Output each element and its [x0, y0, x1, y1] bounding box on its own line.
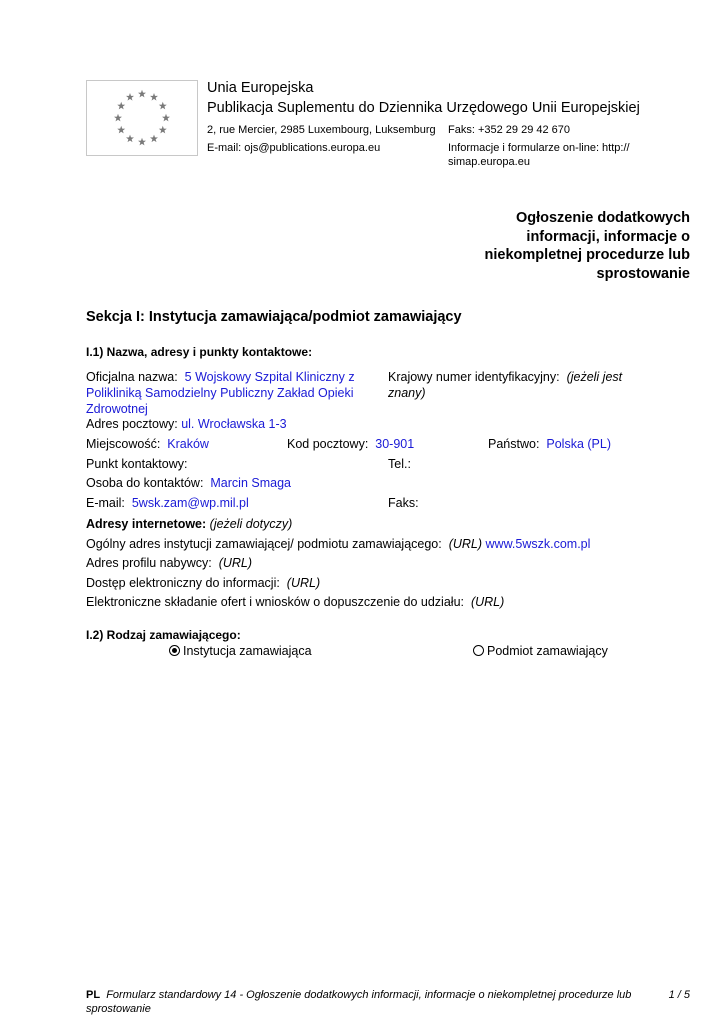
general-address-link[interactable]: www.5wszk.com.pl: [485, 537, 591, 551]
star-icon: [159, 126, 167, 134]
star-icon: [114, 114, 122, 122]
official-name-value: Polikliniką Samodzielny Publiczny Zakład Opieki: [86, 386, 354, 400]
contact-person-row: [86, 475, 291, 491]
general-address-label: Ogólny adres instytucji zamawiającej/ podmiotu zamawiającego:: [86, 537, 442, 551]
buyer-profile-label: Adres profilu nabywcy:: [86, 556, 212, 570]
postcode-field: [287, 436, 414, 452]
footer-page-number: 1 / 5: [668, 989, 690, 1001]
star-icon: [150, 93, 158, 101]
star-icon: [117, 102, 125, 110]
radio-selected-icon[interactable]: [169, 645, 180, 656]
footer-form-line: Formularz standardowy 14 - Ogłoszenie dodatkowych informacji, informacje o niekompletnej procedurze lub: [106, 989, 632, 1001]
electronic-submission-url-note: (URL): [470, 595, 505, 609]
electronic-submission-label: Elektroniczne składanie ofert i wniosków o dopuszczenie do udziału:: [86, 595, 464, 609]
city-field: [86, 436, 209, 452]
contact-person-label: Osoba do kontaktów:: [86, 476, 204, 490]
header-info-line2: simap.europa.eu: [448, 156, 530, 168]
buyer-profile-row: [86, 555, 252, 571]
notice-title-line: Ogłoszenie dodatkowych: [515, 210, 690, 226]
postal-address-value: ul. Wrocławska 1-3: [181, 417, 287, 431]
notice-title-line: sprostowanie: [596, 265, 690, 282]
city-label: Miejscowość:: [86, 437, 161, 451]
email-row: [86, 495, 249, 511]
general-address-url-note: (URL): [448, 537, 483, 551]
city-value: Kraków: [167, 437, 209, 451]
official-name-block: [86, 369, 376, 417]
header-email: E-mail: ojs@publications.europa.eu: [207, 142, 381, 154]
star-icon: [159, 102, 167, 110]
star-icon: [150, 135, 158, 143]
country-field: [488, 436, 611, 452]
star-icon: [138, 90, 146, 98]
postal-address-label: Adres pocztowy:: [86, 417, 178, 431]
country-label: Państwo:: [488, 437, 540, 451]
footer-lang: PL: [86, 989, 101, 1001]
electronic-submission-row: [86, 594, 504, 610]
postcode-label: Kod pocztowy:: [287, 437, 369, 451]
official-name-label: Oficjalna nazwa:: [86, 370, 178, 384]
star-icon: [126, 135, 134, 143]
footer-form-line: sprostowanie: [86, 1002, 151, 1015]
email-label: E-mail:: [86, 496, 125, 510]
contact-point-label: Punkt kontaktowy:: [86, 457, 188, 471]
national-id-label: Krajowy numer identyfikacyjny:: [388, 370, 560, 384]
official-name-value: Zdrowotnej: [86, 402, 148, 416]
subsection-title-1-1: I.1) Nazwa, adresy i punkty kontaktowe:: [86, 345, 313, 359]
electronic-access-label: Dostęp elektroniczny do informacji:: [86, 576, 280, 590]
eu-flag-stars-icon: [86, 80, 198, 156]
header-org: Unia Europejska: [207, 80, 314, 96]
tel-label: Tel.:: [388, 457, 411, 471]
subsection-title-1-2: I.2) Rodzaj zamawiającego:: [86, 628, 241, 642]
notice-title-line: niekompletnej procedurze lub: [484, 247, 690, 263]
internet-addresses-note: (jeżeli dotyczy): [209, 517, 293, 531]
header-address: 2, rue Mercier, 2985 Luxembourg, Luksemburg: [207, 124, 436, 136]
postcode-value: 30-901: [375, 437, 415, 451]
notice-title: [485, 209, 690, 283]
email-value[interactable]: 5wsk.zam@wp.mil.pl: [131, 496, 249, 510]
footer-form-title: [86, 989, 646, 1016]
radio-contracting-authority[interactable]: [169, 643, 312, 659]
radio-unselected-icon[interactable]: [473, 645, 484, 656]
header-publication: Publikacja Suplementu do Dziennika Urzędowego Unii Europejskiej: [207, 100, 640, 116]
buyer-profile-url-note: (URL): [218, 556, 253, 570]
national-id-note: znany): [388, 386, 426, 400]
header-info-link: [448, 141, 630, 169]
radio-contracting-authority-label: Instytucja zamawiająca: [183, 644, 312, 658]
star-icon: [117, 126, 125, 134]
internet-addresses-label: Adresy internetowe:: [86, 517, 207, 531]
national-id-block: [388, 369, 638, 401]
internet-addresses-heading: [86, 516, 292, 532]
country-value: Polska (PL): [546, 437, 611, 451]
header-info-line1: Informacje i formularze on-line: http://: [448, 142, 630, 154]
national-id-note: (jeżeli jest: [566, 370, 623, 384]
contact-person-value: Marcin Smaga: [210, 476, 291, 490]
postal-address-row: [86, 416, 287, 432]
star-icon: [138, 138, 146, 146]
fax-label: Faks:: [388, 496, 419, 510]
electronic-access-row: [86, 575, 320, 591]
general-address-row: [86, 536, 590, 552]
section-title: Sekcja I: Instytucja zamawiająca/podmiot zamawiający: [86, 309, 462, 325]
notice-title-line: informacji, informacje o: [526, 228, 690, 245]
official-name-value: 5 Wojskowy Szpital Kliniczny z: [184, 370, 355, 384]
electronic-access-url-note: (URL): [286, 576, 321, 590]
star-icon: [126, 93, 134, 101]
radio-contracting-entity-label: Podmiot zamawiający: [487, 644, 608, 658]
header-fax: Faks: +352 29 29 42 670: [448, 124, 571, 136]
radio-contracting-entity[interactable]: [473, 643, 608, 659]
star-icon: [162, 114, 170, 122]
